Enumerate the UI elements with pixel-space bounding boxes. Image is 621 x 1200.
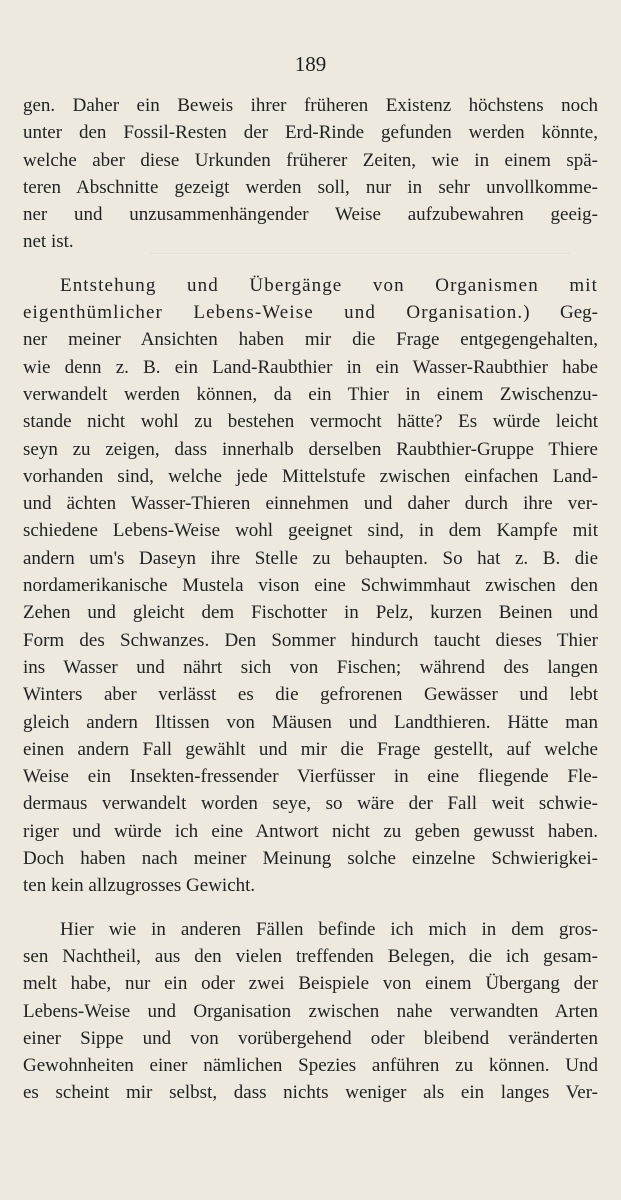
text-line: andern um's Daseyn ihre Stelle zu behaupten. So hat z. B. die xyxy=(23,547,598,569)
text-line: schiedene Lebens-Weise wohl geeignet sind, in dem Kampfe mit xyxy=(23,520,598,542)
text-line: dermaus verwandelt worden seye, so wäre der Fall weit schwie- xyxy=(23,793,598,815)
text-line: sen Nachtheil, aus den vielen treffenden Belegen, die ich gesam- xyxy=(23,945,598,967)
text-line: und ächten Wasser-Thieren einnehmen und daher durch ihre ver- xyxy=(23,493,598,515)
text-line: unter den Fossil-Resten der Erd-Rinde gefunden werden könnte, xyxy=(23,122,598,144)
text-line: es scheint mir selbst, dass nichts weniger als ein langes Ver- xyxy=(23,1082,598,1104)
text-line: Lebens-Weise und Organisation zwischen nahe verwandten Arten xyxy=(23,1000,598,1022)
page-number: 189 xyxy=(294,52,327,76)
text-line xyxy=(23,299,598,326)
section-heading: Entstehung und Übergänge von Organismen mit xyxy=(60,274,598,296)
text-line: ins Wasser und nährt sich von Fischen; während des langen xyxy=(23,656,598,678)
text-line: welche aber diese Urkunden früherer Zeiten, wie in einem spä- xyxy=(23,149,598,171)
text-line: Winters aber verlässt es die gefrorenen Gewässer und lebt xyxy=(23,684,598,706)
text-line: ner und unzusammenhängender Weise aufzubewahren geeig- xyxy=(23,204,598,226)
text-run: Geg- xyxy=(530,302,599,324)
text-line: einer Sippe und von vorübergehend oder bleibend veränderten xyxy=(23,1027,598,1049)
section-heading-cont: eigenthümlicher Lebens-Weise und Organisation.) xyxy=(23,302,531,324)
text-line: Form des Schwanzes. Den Sommer hindurch taucht dieses Thier xyxy=(23,629,598,651)
text-line: net ist. xyxy=(23,231,74,253)
text-line: gleich andern Iltissen von Mäusen und Landthieren. Hätte man xyxy=(23,711,598,733)
paragraph-3 xyxy=(23,916,598,1107)
paragraph-1 xyxy=(23,92,598,256)
text-line: Weise ein Insekten-fressender Vierfüsser in eine fliegende Fle- xyxy=(23,766,598,788)
text-line: ner meiner Ansichten haben mir die Frage entgegengehalten, xyxy=(23,329,598,351)
text-line: Zehen und gleicht dem Fischotter in Pelz, kurzen Beinen und xyxy=(23,602,598,624)
text-line: einen andern Fall gewählt und mir die Frage gestellt, auf welche xyxy=(23,738,598,760)
text-line: Gewohnheiten einer nämlichen Spezies anführen zu können. Und xyxy=(23,1055,598,1077)
body-text xyxy=(23,92,598,1107)
text-line: verwandelt werden können, da ein Thier in einem Zwischenzu- xyxy=(23,383,598,405)
text-line: stande nicht wohl zu bestehen vermocht hätte? Es würde leicht xyxy=(23,411,598,433)
text-line: vorhanden sind, welche jede Mittelstufe zwischen einfachen Land- xyxy=(23,465,598,487)
text-line: wie denn z. B. ein Land-Raubthier in ein Wasser-Raubthier habe xyxy=(23,356,598,378)
text-line: ten kein allzugrosses Gewicht. xyxy=(23,875,256,897)
text-line: teren Abschnitte gezeigt werden soll, nur in sehr unvollkomme- xyxy=(23,176,598,198)
text-line: melt habe, nur ein oder zwei Beispiele von einem Übergang der xyxy=(23,973,598,995)
text-line: riger und würde ich eine Antwort nicht zu geben gewusst haben. xyxy=(23,820,598,842)
text-line: Doch haben nach meiner Meinung solche einzelne Schwierigkei- xyxy=(23,848,598,870)
text-line: seyn zu zeigen, dass innerhalb derselben Raubthier-Gruppe Thiere xyxy=(23,438,598,460)
text-line: nordamerikanische Mustela vison eine Schwimmhaut zwischen den xyxy=(23,575,598,597)
text-line: gen. Daher ein Beweis ihrer früheren Existenz höchstens noch xyxy=(23,95,598,116)
text-line: Hier wie in anderen Fällen befinde ich mich in dem gros- xyxy=(60,918,598,940)
paragraph-2 xyxy=(23,272,598,900)
